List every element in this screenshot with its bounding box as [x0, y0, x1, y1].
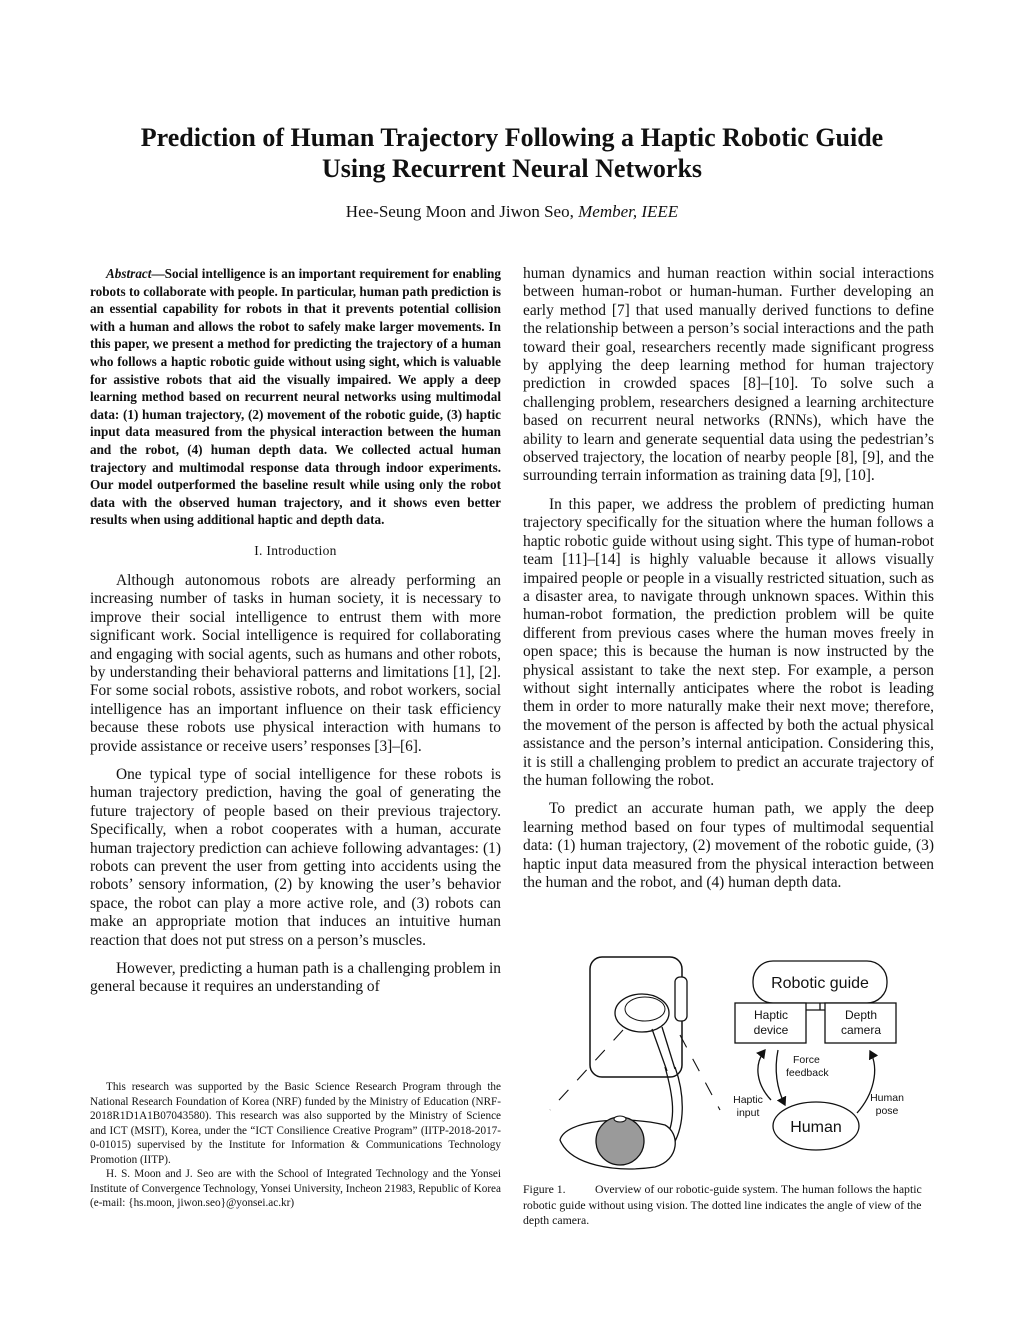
footnotes [90, 1080, 501, 1211]
robotic-guide-label: Robotic guide [771, 975, 869, 992]
robot-illustration [590, 957, 687, 1077]
author-line [60, 202, 964, 222]
intro-paragraph: However, predicting a human path is a challenging problem in general because it requires an understanding of [90, 960, 501, 996]
haptic-device-node [735, 1003, 806, 1043]
title-line-1: Prediction of Human Trajectory Following a Haptic Robotic Guide [140, 123, 884, 152]
depth-camera-label-2: camera [840, 1023, 882, 1037]
abstract-lead: Abstract [106, 266, 152, 281]
section-heading-introduction: I. Introduction [254, 542, 337, 558]
force-feedback-label-2: feedback [786, 1067, 829, 1079]
haptic-device-label-2: device [753, 1023, 789, 1037]
haptic-input-label-2: input [736, 1107, 760, 1119]
human-node-label: Human [790, 1119, 842, 1136]
left-column [90, 265, 501, 1007]
footnote-funding: This research was supported by the Basic Science Research Program through the National Research Foundation of Korea (NRF) funded by the Ministry of Education (NRF-2018R1D1A1B07043580). This research was also supported by the Ministry of Science and ICT (MSIT), Korea, under the “ICT Consilience Creative Program” (IITP-2018-2017-0-01015) supervised by the Institute for Information & Communications Technology Promotion (IITP). [90, 1081, 501, 1166]
abstract-text: —Social intelligence is an important requirement for enabling robots to collaborate with people. In particular, human path prediction is an essential capability for robots in that it prevents potential collision with a human and allows the robot to safely make larger movements. In this paper, we present a method for predicting the trajectory of a human who follows a haptic robotic guide without using sight, which is valuable for assistive robots that aid the visually impaired. We apply a deep learning method based on recurrent neural networks using multimodal data: (1) human trajectory, (2) movement of the robotic guide, (3) haptic input data measured from the physical interaction between the human and the robot, (4) human depth data. We collected actual human trajectory and multimodal response data through indoor experiments. Our model outperformed the baseline result while using only the robot data with the observed human trajectory, and it shows even better results when using additional haptic and depth data. [90, 266, 501, 528]
human-pose-label-2: pose [875, 1105, 899, 1117]
robotic-guide-node [753, 961, 887, 1003]
haptic-device-label-1: Haptic [753, 1008, 789, 1022]
abstract [90, 265, 501, 529]
body-paragraph: In this paper, we address the problem of predicting human trajectory specifically for the situation where the human follows a haptic robotic guide without using sight. This type of human-robot team [11]–[14] is highly valuable because it allows visually impaired people or people in a visually restricted situation, such as a disaster area, to navigate through unknown spaces. Within this human-robot formation, the prediction problem will be quite different from previous cases where the human moves freely in open space; this is because the human is now instructed by the physical assistant to take the next step. For example, a person without sight internally anticipates where the robot is leading them in order to more naturally make their next move; therefore, the movement of the person is affected by both the actual physical assistance and the person’s internal anticipation. Considering this, it is still a challenging problem to predict an accurate trajectory of the human following the robot. [523, 495, 934, 789]
intro-paragraph: One typical type of social intelligence for these robots is human trajectory prediction, having the goal of generating the future trajectory of people based on their previous trajectory. Specifically, when a robot cooperates with a human, accurate human trajectory prediction can achieve following advantages: (1) robots can prevent the user from getting into accidents using the robots’ sensory information, (2) by knowing the user’s behavior space, the robot can play a more active role, and (3) robots can make an appropriate motion that induces an intuitive human reaction that does not put stress on a person’s muscles. [90, 765, 501, 949]
figure-caption [523, 1182, 934, 1229]
depth-camera-node [825, 1003, 896, 1043]
figure-caption-text: Overview of our robotic-guide system. The human follows the haptic robotic guide without using vision. The dotted line indicates the angle of view of the depth camera. [523, 1182, 922, 1227]
haptic-input-label-1: Haptic [733, 1094, 763, 1106]
figure-caption-label: Figure 1. [523, 1182, 566, 1196]
title-line-2: Using Recurrent Neural Networks [321, 154, 703, 183]
body-paragraph: human dynamics and human reaction within social interactions between human-robot or human-human. Further developing an early method [7] that used manually derived functions to define the relationship between a person’s social interactions and the path toward their goal, researchers recently made significant progress by applying the deep learning method for human trajectory prediction in crowded spaces [8]–[10]. To solve such a challenging problem, researchers designed a learning architecture based on recurrent neural networks (RNNs), which have the ability to learn and generate sequential data using the pedestrian’s observed trajectory, the location of nearby people [8], [9], and the surrounding terrain information as training data [9], [10]. [523, 265, 934, 485]
right-column [523, 265, 934, 902]
human-pose-label-1: Human [870, 1092, 904, 1104]
depth-camera-label-1: Depth [844, 1008, 878, 1022]
paper-title [60, 122, 964, 184]
human-node [773, 1102, 859, 1150]
figure-1 [535, 955, 905, 1175]
human-illustration [560, 1067, 682, 1169]
force-feedback-label-1: Force [793, 1054, 820, 1066]
body-paragraph: To predict an accurate human path, we apply the deep learning method based on four types of multimodal sequential data: (1) human trajectory, (2) movement of the robotic guide, (3) haptic input data measured from the physical interaction between the human and the robot, and (4) human depth data. [523, 800, 934, 891]
intro-paragraph: Although autonomous robots are already performing an increasing number of tasks in human society, it is necessary to improve their social intelligence to entrust them with more significant work. Social intelligence is required for collaborating and engaging with social agents, such as humans and other robots, by understanding their behavioral patterns and limitations [1], [2]. For some social robots, assistive robots, and robot workers, social intelligence has an important influence on their task efficiency because these robots use physical interaction with humans to provide assistance or receive users’ responses [3]–[6]. [90, 571, 501, 755]
introduction-body [90, 572, 501, 997]
authors: Hee-Seung Moon and Jiwon Seo, [345, 202, 574, 221]
footnote-affiliation: H. S. Moon and J. Seo are with the School of Integrated Technology and the Yonsei Institute of Convergence Technology, Yonsei University, Incheon 21983, Republic of Korea (e-mail: {hs.moon, jiwon.seo}@yonsei.ac.kr) [90, 1168, 501, 1209]
author-affiliation: Member, IEEE [578, 202, 679, 221]
system-diagram [535, 955, 905, 1175]
